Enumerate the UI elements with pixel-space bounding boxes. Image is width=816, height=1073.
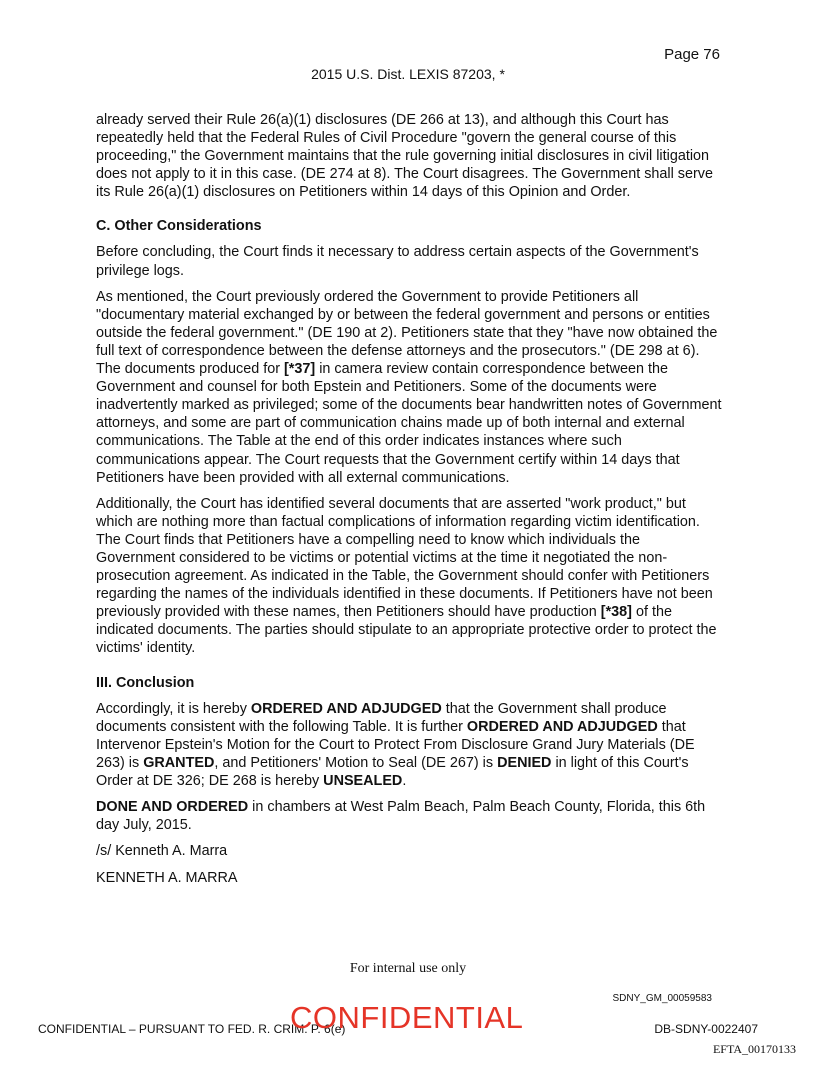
text-segment: Additionally, the Court has identified several documents that are asserted "work product," but which are nothing more than factual complications of information regarding victim identification. The Court finds that Petitioners have a compelling need to know which individuals the Government considered to be victims or potential victims at the time it negotiated the non-prosecution agreement. As indicated in the Table, the Government should confer with Petitioners regarding the names of the individuals identified in these documents. If Petitioners have not been previously provided with these names, then Petitioners should have production (96, 495, 713, 621)
paragraph-correspondence (96, 288, 722, 487)
bates-number-db: DB-SDNY-0022407 (654, 1022, 758, 1036)
text-segment: of the indicated documents. The parties should stipulate to an appropriate protective order to protect the victims' identity. (96, 604, 717, 657)
text-segment: that Intervenor Epstein's Motion for the Court to Protect From Disclosure Grand Jury Materials (DE 263) is (96, 718, 695, 771)
star-page-marker-37: [*37] (284, 361, 316, 378)
internal-use-notice: For internal use only (349, 961, 467, 976)
text-segment: As mentioned, the Court previously ordered the Government to provide Petitioners all "documentary material exchanged by or between the federal government and persons or entities outside the federal government." (DE 190 at 2). Petitioners state that they "have now obtained the full text of correspondence between the defense attorneys and the prosecutors." (DE 298 at 6). The documents produced for (96, 288, 718, 378)
page-number: Page 76 (664, 46, 720, 63)
emphasis-denied: DENIED (497, 754, 552, 771)
paragraph-done-ordered (96, 798, 722, 834)
running-head-citation: 2015 U.S. Dist. LEXIS 87203, * (311, 66, 505, 82)
emphasis-granted: GRANTED (143, 754, 215, 771)
paragraph-privilege-logs: Before concluding, the Court finds it necessary to address certain aspects of the Government's privilege logs. (96, 244, 699, 279)
confidential-notice: CONFIDENTIAL – PURSUANT TO FED. R. CRIM. P. 6(e) (38, 1022, 346, 1036)
paragraph-disclosures: already served their Rule 26(a)(1) disclosures (DE 266 at 13), and although this Court has repeatedly held that the Federal Rules of Civil Procedure "govern the general course of this proceeding," the Government maintains that the rule governing initial disclosures in civil litigation does not apply to it in this case. (DE 274 at 8). The Court disagrees. The Government shall serve its Rule 26(a)(1) disclosures on Petitioners within 14 days of this Opinion and Order. (96, 112, 713, 201)
text-segment: in chambers at West Palm Beach, Palm Beach County, Florida, this 6th day July, 2015. (96, 799, 706, 834)
star-page-marker-38: [*38] (600, 604, 632, 621)
text-segment: that the Government shall produce documents consistent with the following Table. It is further (96, 700, 667, 735)
confidential-stamp: CONFIDENTIAL (290, 1000, 524, 1035)
text-segment: . (402, 772, 407, 789)
text-segment: in camera review contain correspondence between the Government and counsel for both Epstein and Petitioners. Some of the documents were inadvertently marked as privileged; some of the documents bear handwritten notes of Government attorneys, and some are part of communication chains made up of both internal and external communications. The Table at the end of this order indicates instances where such communications appear. The Court requests that the Government certify within 14 days that Petitioners have been provided with all external communications. (96, 361, 722, 486)
efta-number: EFTA_00170133 (712, 1042, 796, 1056)
text-segment: Accordingly, it is hereby (96, 700, 251, 717)
heading-conclusion: III. Conclusion (96, 674, 195, 691)
document-body (96, 111, 722, 896)
heading-other-considerations: C. Other Considerations (96, 218, 262, 235)
signature-line: /s/ Kenneth A. Marra (96, 843, 228, 860)
bates-number-gm: SDNY_GM_00059583 (612, 993, 712, 1004)
emphasis-ordered-adjudged: ORDERED AND ADJUDGED (250, 700, 442, 717)
paragraph-work-product (96, 495, 722, 658)
paragraph-order (96, 700, 722, 790)
emphasis-unsealed: UNSEALED (323, 772, 403, 789)
text-segment: , and Petitioners' Motion to Seal (DE 267) is (214, 754, 498, 771)
emphasis-ordered-adjudged: ORDERED AND ADJUDGED (466, 718, 658, 735)
emphasis-done-ordered: DONE AND ORDERED (96, 799, 249, 815)
text-segment: in light of this Court's Order at DE 326; DE 268 is hereby (96, 754, 689, 789)
signer-name: KENNETH A. MARRA (96, 870, 238, 887)
